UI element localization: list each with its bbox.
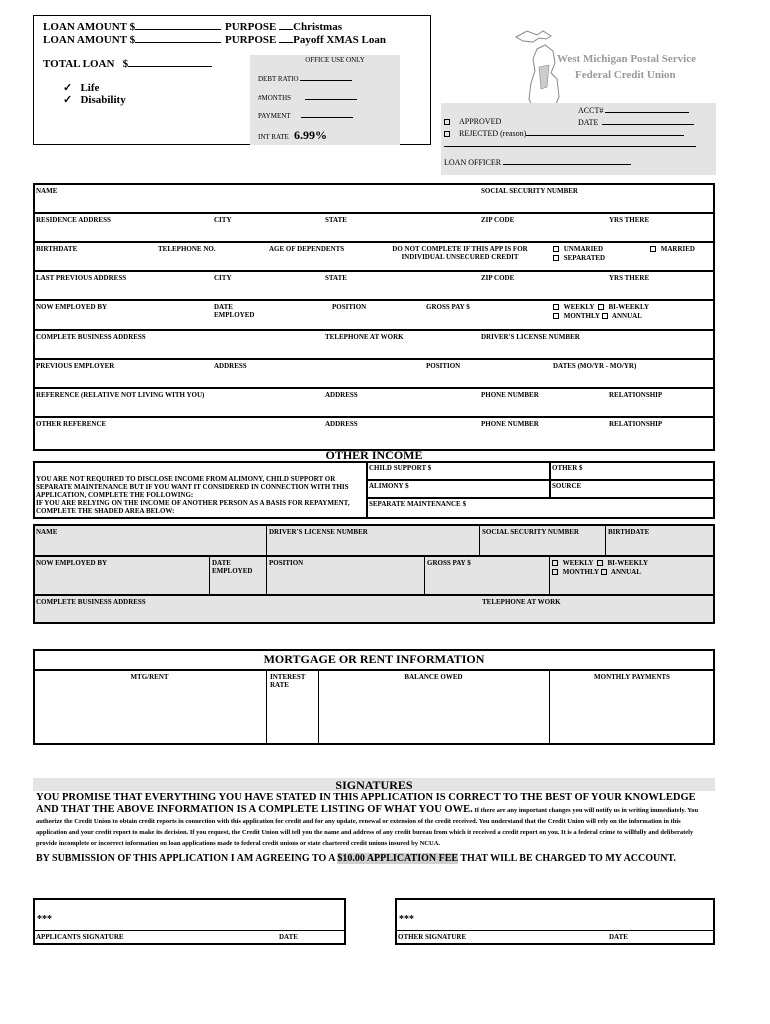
- checkbox-icon: [553, 304, 559, 310]
- reason-continuation-line: [444, 146, 696, 147]
- state-label: STATE: [325, 274, 347, 282]
- insurance-life[interactable]: ✓ Life: [63, 82, 100, 94]
- reference-label: REFERENCE (RELATIVE NOT LIVING WITH YOU): [36, 391, 205, 399]
- now-employed-label: NOW EMPLOYED BY: [36, 303, 108, 311]
- date-employed-label: DATE EMPLOYED: [214, 303, 255, 319]
- checkbox-icon: [444, 119, 450, 125]
- co-drivers-license-label: DRIVER'S LICENSE NUMBER: [269, 528, 368, 536]
- balance-owed-label: BALANCE OWED: [404, 673, 463, 681]
- co-now-employed-label: NOW EMPLOYED BY: [36, 559, 108, 567]
- ssn-label: SOCIAL SECURITY NUMBER: [481, 187, 578, 195]
- rejected-checkbox[interactable]: REJECTED (reason): [444, 128, 684, 138]
- approval-date-field[interactable]: [602, 117, 694, 125]
- co-telephone-work-label: TELEPHONE AT WORK: [482, 598, 561, 606]
- loan-officer-field[interactable]: [503, 157, 631, 165]
- separate-maintenance-label: SEPARATE MAINTENANCE $: [369, 500, 466, 508]
- application-fee-highlight: $10.00 APPLICATION FEE: [337, 853, 459, 864]
- loan-amount-2-field[interactable]: [135, 33, 221, 43]
- purpose-row-1: PURPOSE Christmas: [225, 21, 342, 33]
- signatures-title: SIGNATURES: [335, 778, 413, 792]
- previous-employer-label: PREVIOUS EMPLOYER: [36, 362, 115, 370]
- debt-ratio-row: DEBT RATIO: [258, 74, 352, 83]
- telephone-work-label: TELEPHONE AT WORK: [325, 333, 404, 341]
- approved-checkbox[interactable]: APPROVED: [444, 117, 501, 126]
- phone-number-label: PHONE NUMBER: [481, 420, 539, 428]
- monthly-payments-label: MONTHLY PAYMENTS: [594, 673, 670, 681]
- other-reference-label: OTHER REFERENCE: [36, 420, 107, 428]
- purpose-1-value: Christmas: [293, 21, 342, 33]
- city-label: CITY: [214, 216, 232, 224]
- address-label: ADDRESS: [325, 391, 358, 399]
- position-label: POSITION: [426, 362, 461, 370]
- telephone-label: TELEPHONE NO.: [158, 245, 216, 253]
- mtg-rent-label: MTG/RENT: [130, 673, 169, 681]
- int-rate-row: INT RATE 6.99%: [258, 128, 328, 142]
- phone-number-label: PHONE NUMBER: [481, 391, 539, 399]
- loan-officer-row: LOAN OFFICER: [444, 157, 631, 167]
- business-address-label: COMPLETE BUSINESS ADDRESS: [36, 333, 146, 341]
- yrs-there-label: YRS THERE: [609, 216, 650, 224]
- payment-field[interactable]: [301, 111, 353, 118]
- check-icon: ✓: [63, 94, 73, 106]
- checkbox-icon: [553, 255, 559, 261]
- name-label: NAME: [36, 187, 58, 195]
- checkbox-icon: [597, 560, 603, 566]
- co-pay-frequency-1[interactable]: WEEKLY BI-WEEKLY: [552, 559, 648, 567]
- alimony-label: ALIMONY $: [369, 482, 409, 490]
- check-icon: ✓: [63, 82, 73, 94]
- checkbox-icon: [602, 313, 608, 319]
- months-row: #MONTHS: [258, 93, 357, 102]
- insurance-disability[interactable]: ✓ Disability: [63, 94, 126, 106]
- checkbox-icon: [601, 569, 607, 575]
- pay-frequency-2[interactable]: MONTHLY ANNUAL: [553, 312, 642, 320]
- checkbox-icon: [650, 246, 656, 252]
- state-label: STATE: [325, 216, 347, 224]
- city-label: CITY: [214, 274, 232, 282]
- loan-amount-row-2: LOAN AMOUNT $: [43, 33, 221, 46]
- separated-checkbox[interactable]: SEPARATED: [553, 254, 605, 262]
- other-income-label: OTHER $: [552, 464, 583, 472]
- loan-amount-row-1: LOAN AMOUNT $: [43, 20, 221, 33]
- co-date-employed-label: DATE EMPLOYED: [212, 559, 253, 575]
- child-support-label: CHILD SUPPORT $: [369, 464, 432, 472]
- other-signature-date-label: DATE: [609, 933, 628, 941]
- office-use-title: OFFICE USE ONLY: [305, 56, 365, 64]
- pay-frequency-1[interactable]: WEEKLY BI-WEEKLY: [553, 303, 649, 311]
- signatures-disclaimer: YOU PROMISE THAT EVERYTHING YOU HAVE STATED IN THIS APPLICATION IS CORRECT TO THE BEST OF YOUR KNOWLEDGE AND THAT THE ABOVE INFORMATION IS A COMPLETE LISTING OF WHAT YOU OWE. If there are any important changes you will notify us in writing immediately. You authorize the Credit Union to obtain credit reports in connection with this application for credit and for any update, renewal or extension of the credit received. You understand that the Credit Union will rely on the information in this application and your credit report to make its decision. If you request, the Credit Union will tell you the name and address of any credit bureau from which it received a credit report on you. It is a federal crime to willfully and deliberately provide incomplete or incorrect information on loan applications made to federal credit unions or state chartered credit unions insured by NCUA.: [36, 792, 699, 847]
- married-checkbox[interactable]: MARRIED: [650, 245, 695, 253]
- mortgage-title: MORTGAGE OR RENT INFORMATION: [263, 652, 485, 666]
- checkbox-icon: [552, 560, 558, 566]
- checkbox-icon: [553, 313, 559, 319]
- co-pay-frequency-2[interactable]: MONTHLY ANNUAL: [552, 568, 641, 576]
- other-signature-stars: ***: [399, 914, 414, 925]
- co-birthdate-label: BIRTHDATE: [608, 528, 650, 536]
- credit-union-name-2: Federal Credit Union: [575, 69, 676, 81]
- checkbox-icon: [553, 246, 559, 252]
- total-loan-row: TOTAL LOAN $: [43, 57, 212, 70]
- credit-union-name-1: West Michigan Postal Service: [557, 53, 697, 65]
- applicant-signature-date-label: DATE: [279, 933, 298, 941]
- date-row: DATE: [578, 117, 694, 127]
- total-loan-field[interactable]: [128, 57, 212, 67]
- source-label: SOURCE: [552, 482, 582, 490]
- acct-field[interactable]: [605, 105, 689, 113]
- yrs-there-label: YRS THERE: [609, 274, 650, 282]
- other-income-title: OTHER INCOME: [325, 448, 423, 462]
- relationship-label: RELATIONSHIP: [609, 391, 663, 399]
- relationship-label: RELATIONSHIP: [609, 420, 663, 428]
- address-label: ADDRESS: [325, 420, 358, 428]
- marital-notice: DO NOT COMPLETE IF THIS APP IS FOR INDIVIDUAL UNSECURED CREDIT: [392, 245, 528, 261]
- other-signature-label: OTHER SIGNATURE: [398, 933, 467, 941]
- dates-label: DATES (MO/YR - MO/YR): [553, 362, 637, 370]
- application-fee-notice: BY SUBMISSION OF THIS APPLICATION I AM AGREEING TO A $10.00 APPLICATION FEE THAT WILL BE CHARGED TO MY ACCOUNT.: [36, 853, 676, 864]
- acct-row: ACCT#: [578, 105, 689, 115]
- unmarried-checkbox[interactable]: UNMARIED: [553, 245, 603, 253]
- rejected-reason-field[interactable]: [526, 128, 684, 136]
- residence-label: RESIDENCE ADDRESS: [36, 216, 111, 224]
- address-label: ADDRESS: [214, 362, 247, 370]
- position-label: POSITION: [332, 303, 367, 311]
- payment-row: PAYMENT: [258, 111, 353, 120]
- co-position-label: POSITION: [269, 559, 304, 567]
- purpose-row-2: PURPOSE Payoff XMAS Loan: [225, 34, 386, 46]
- co-gross-pay-label: GROSS PAY $: [427, 559, 471, 567]
- age-dependents-label: AGE OF DEPENDENTS: [269, 245, 345, 253]
- birthdate-label: BIRTHDATE: [36, 245, 78, 253]
- drivers-license-label: DRIVER'S LICENSE NUMBER: [481, 333, 580, 341]
- months-field[interactable]: [305, 93, 357, 100]
- gross-pay-label: GROSS PAY $: [426, 303, 470, 311]
- checkbox-icon: [444, 131, 450, 137]
- zip-label: ZIP CODE: [481, 274, 515, 282]
- purpose-2-value: Payoff XMAS Loan: [293, 34, 386, 46]
- zip-label: ZIP CODE: [481, 216, 515, 224]
- interest-rate-label: INTEREST RATE: [270, 673, 306, 689]
- int-rate-value: 6.99%: [294, 128, 328, 142]
- co-name-label: NAME: [36, 528, 58, 536]
- other-income-disclaimer: YOU ARE NOT REQUIRED TO DISCLOSE INCOME FROM ALIMONY, CHILD SUPPORT OR SEPARATE MAINTENANCE BUT IF YOU WANT IT CONSIDERED IN CONNECTION WITH THIS APPLICATION, COMPLETE THE FOLLOWING: IF YOU ARE RELYING ON THE INCOME OF ANOTHER PERSON AS A BASIS FOR REPAYMENT, COMPLETE THE SHADED AREA BELOW:: [36, 475, 350, 515]
- applicant-signature-stars: ***: [37, 914, 52, 925]
- co-ssn-label: SOCIAL SECURITY NUMBER: [482, 528, 579, 536]
- last-address-label: LAST PREVIOUS ADDRESS: [36, 274, 127, 282]
- applicant-signature-label: APPLICANTS SIGNATURE: [36, 933, 124, 941]
- debt-ratio-field[interactable]: [300, 74, 352, 81]
- checkbox-icon: [598, 304, 604, 310]
- checkbox-icon: [552, 569, 558, 575]
- loan-amount-1-field[interactable]: [135, 20, 221, 30]
- co-business-address-label: COMPLETE BUSINESS ADDRESS: [36, 598, 146, 606]
